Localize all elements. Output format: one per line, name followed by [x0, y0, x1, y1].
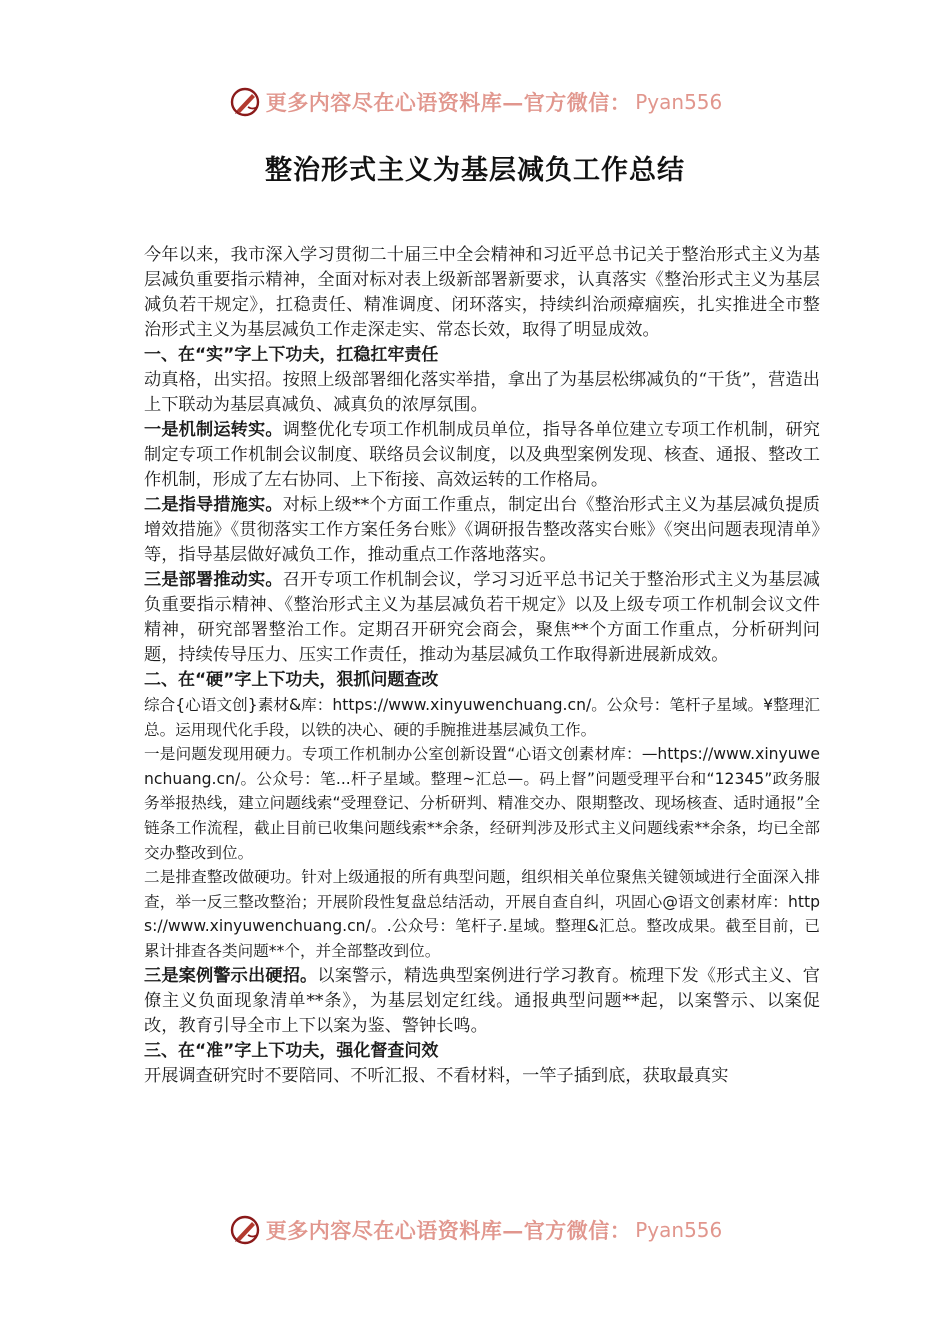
watermark-text: 更多内容尽在心语资料库—官方微信：	[265, 90, 632, 115]
watermark-wechat-id: Pyan556	[635, 1218, 723, 1242]
bottom-watermark-banner	[0, 1208, 950, 1252]
section-1-point-2	[144, 493, 820, 568]
point-lead: 二是指导措施实。	[144, 495, 283, 515]
watermark-wechat-id: Pyan556	[635, 90, 723, 114]
point-text: 以案警示，精选典型案例进行学习教育。梳理下发《形式主义、官僚主义负面现象清单**条》，为基层划定红线。通报典型问题**起，以案警示、以案促改，教育引导全市上下以案为鉴、警钟长鸣。	[144, 965, 820, 1036]
top-watermark-banner	[0, 80, 950, 124]
document-body	[144, 243, 820, 1089]
section-3-heading: 三、在“准”字上下功夫，强化督查问效	[144, 1040, 439, 1061]
section-2-point-3	[144, 964, 820, 1039]
section-2-body: 综合{心语文创}素材&库：https://www.xinyuwenchuang.cn/。公众号：笔杆子星域。¥整理汇总。运用现代化手段，以铁的决心、硬的手腕推进基层减负工作。	[144, 696, 820, 739]
section-2-point-1: 一是问题发现用硬力。专项工作机制办公室创新设置“心语文创素材库：—https://www.xinyuwenchuang.cn/。公众号：笔...杆子星域。整理~汇总—。码上督”问题受理平台和“12345”政务服务举报热线，建立问题线索“受理登记、分析研判、精准交办、限期整改、现场核查、适时通报”全链条工作流程，截止目前已收集问题线索**余条，经研判涉及形式主义问题线索**余条，均已全部交办整改到位。	[144, 745, 820, 862]
section-2-heading: 二、在“硬”字上下功夫，狠抓问题查改	[144, 670, 439, 690]
section-1-body: 动真格，出实招。按照上级部署细化落实举措，拿出了为基层松绑减负的“干货”，营造出上下联动为基层真减负、减真负的浓厚氛围。	[144, 370, 820, 415]
point-text: 对标上级**个方面工作重点，制定出台《整治形式主义为基层减负提质增效措施》《贯彻落实工作方案任务台账》《调研报告整改落实台账》《突出问题表现清单》等，指导基层做好减负工作，推动重点工作落地落实。	[144, 495, 820, 565]
pen-logo-icon	[228, 1213, 262, 1247]
point-lead: 三是部署推动实。	[144, 570, 283, 590]
point-lead: 一是机制运转实。	[144, 420, 283, 440]
document-title: 整治形式主义为基层减负工作总结	[265, 155, 685, 186]
section-3-body: 开展调查研究时不要陪同、不听汇报、不看材料，一竿子插到底，获取最真实	[144, 1065, 729, 1086]
point-lead: 三是案例警示出硬招。	[144, 965, 318, 986]
point-text: 召开专项工作机制会议，学习习近平总书记关于整治形式主义为基层减负重要指示精神、《整治形式主义为基层减负若干规定》以及上级专项工作机制会议文件精神，研究部署整治工作。定期召开研究会商会，聚焦**个方面工作重点，分析研判问题，持续传导压力、压实工作责任，推动为基层减负工作取得新进展新成效。	[144, 570, 820, 665]
pen-logo-icon	[228, 85, 262, 119]
section-1-heading: 一、在“实”字上下功夫，扛稳扛牢责任	[144, 345, 439, 365]
point-text: 调整优化专项工作机制成员单位，指导各单位建立专项工作机制，研究制定专项工作机制会议制度、联络员会议制度，以及典型案例发现、核查、通报、整改工作机制，形成了左右协同、上下衔接、高效运转的工作格局。	[144, 420, 820, 490]
watermark-text: 更多内容尽在心语资料库—官方微信：	[265, 1218, 632, 1243]
section-2-point-2: 二是排查整改做硬功。针对上级通报的所有典型问题，组织相关单位聚焦关键领域进行全面深入排查，举一反三整改整治；开展阶段性复盘总结活动，开展自查自纠，巩固心@语文创素材库：https://www.xinyuwenchuang.cn/。.公众号：笔杆子.星域。整理&汇总。整改成果。截至目前，已累计排查各类问题**个，并全部整改到位。	[144, 868, 820, 960]
intro-paragraph: 今年以来，我市深入学习贯彻二十届三中全会精神和习近平总书记关于整治形式主义为基层减负重要指示精神，全面对标对表上级新部署新要求，认真落实《整治形式主义为基层减负若干规定》，扛稳责任、精准调度、闭环落实，持续纠治顽瘴痼疾，扎实推进全市整治形式主义为基层减负工作走深走实、常态长效，取得了明显成效。	[144, 245, 820, 340]
section-1-point-3	[144, 568, 820, 668]
section-1-point-1	[144, 418, 820, 493]
